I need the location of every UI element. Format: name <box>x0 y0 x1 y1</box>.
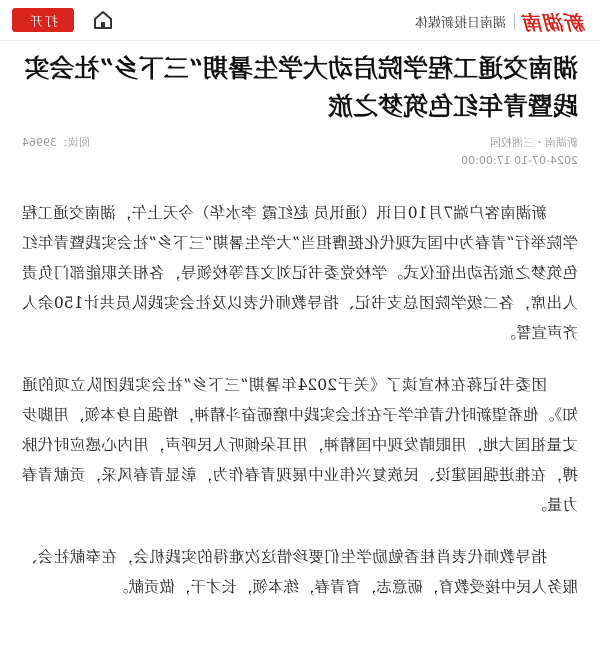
logo-mark: 新湖南 <box>523 11 586 35</box>
logo-text: 湖南日报新媒体 <box>414 16 506 31</box>
article-datetime: 2024-07-10 17:00:00 <box>461 154 578 167</box>
article-paragraph: 新湖南客户端7月10日讯（通讯员 赵红霞 李水华）今天上午，湖南交通工程学院举行“青春为中国式现代化挺膺担当”大学生暑期“三下乡”社会实践暨青年红色筑梦之旅活动出征仪式。学校党委书记刘文君等校领导，各相关职能部门负责人出席，各二级学院团总支书记、指导教师代表以及社会实践队员共计150余人齐声宣誓。 <box>22 204 578 342</box>
home-icon[interactable] <box>92 9 114 31</box>
read-count: 阅读：39964 <box>22 136 90 149</box>
article-body <box>22 198 578 624</box>
article-paragraph: 指导教师代表肖桂香勉励学生们要珍惜这次难得的实践机会，在奉献社会、服务人民中接受教育，砺意志，育青春，练本领，长才干，做贡献。 <box>22 548 578 596</box>
article-paragraph: 团委书记蒋在林宣读了《关于2024年暑期“三下乡”社会实践团队立项的通知》。他希望新时代青年学子在社会实践中磨砺奋斗精神，增强自身本领，用脚步丈量祖国大地，用眼睛发现中国精神，用耳朵倾听人民呼声，用内心感应时代脉搏，在推进强国建设、民族复兴伟业中展现青春作为，彰显青春风采，贡献青春力量。 <box>22 376 578 514</box>
article-meta <box>461 134 578 170</box>
top-bar <box>0 0 600 41</box>
article-source[interactable]: 新湖南・三湘校园 <box>490 136 578 149</box>
open-app-button[interactable]: 打开 <box>12 8 74 32</box>
brand-logo[interactable] <box>415 7 586 36</box>
article-title: 湖南交通工程学院启动大学生暑期“三下乡”社会实践暨青年红色筑梦之旅 <box>24 54 578 121</box>
logo-divider <box>514 14 515 30</box>
